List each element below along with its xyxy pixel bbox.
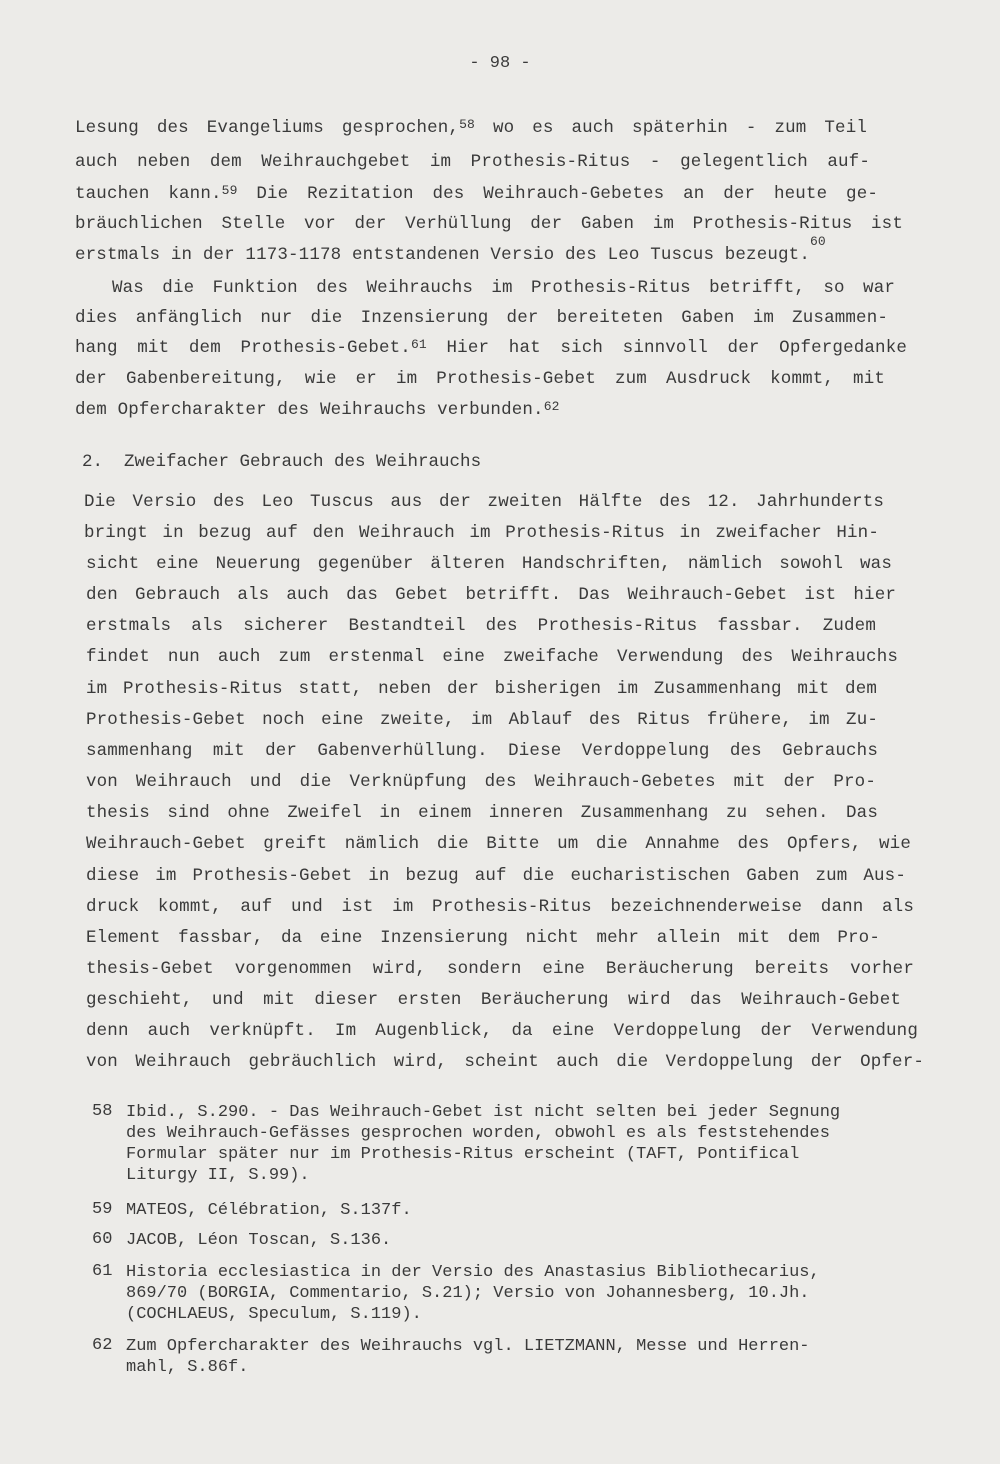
text-line: tauchen kann.$^{59}$ Die Rezitation des Weihrauch-Gebetes an der heute ge- bbox=[75, 183, 878, 204]
text-line: Prothesis-Gebet noch eine zweite, im Ablauf des Ritus frühere, im Zu- bbox=[86, 710, 878, 730]
text-line: dies anfänglich nur die Inzensierung der bereiteten Gaben im Zusammen- bbox=[75, 308, 888, 328]
text-line: erstmals in der 1173-1178 entstandenen Versio des Leo Tuscus bezeugt.$^{60}$ bbox=[75, 234, 826, 265]
footnote-61: 61 Historia ecclesiastica in der Versio des Anastasius Bibliothecarius, 869/70 (BORGIA, Commentario, S.21); Versio von Johannesberg, 10.Jh. (COCHLAEUS, Speculum, S.119). bbox=[92, 1262, 820, 1324]
footnote-59: 59 MATEOS, Célébration, S.137f. bbox=[92, 1200, 412, 1220]
text-line: denn auch verknüpft. Im Augenblick, da eine Verdoppelung der Verwendung bbox=[86, 1021, 918, 1041]
footnote-60: 60 JACOB, Léon Toscan, S.136. bbox=[92, 1230, 392, 1250]
text-line: Element fassbar, da eine Inzensierung nicht mehr allein mit dem Pro- bbox=[86, 928, 880, 948]
text-line: thesis sind ohne Zweifel in einem inneren Zusammenhang zu sehen. Das bbox=[86, 803, 878, 823]
footnote-62: 62 Zum Opfercharakter des Weihrauchs vgl. LIETZMANN, Messe und Herren- mahl, S.86f. bbox=[92, 1336, 810, 1377]
footnote-ref-59: 59 bbox=[221, 183, 238, 198]
text-line: sicht eine Neuerung gegenüber älteren Handschriften, nämlich sowohl was bbox=[86, 554, 892, 574]
text-line: bräuchlichen Stelle vor der Verhüllung der Gaben im Prothesis-Ritus ist bbox=[75, 214, 903, 234]
text-line: von Weihrauch und die Verknüpfung des Weihrauch-Gebetes mit der Pro- bbox=[86, 772, 876, 792]
text-line: sammenhang mit der Gabenverhüllung. Diese Verdoppelung des Gebrauchs bbox=[86, 741, 878, 761]
text-line: der Gabenbereitung, wie er im Prothesis-Gebet zum Ausdruck kommt, mit bbox=[75, 369, 885, 389]
text-line: Lesung des Evangeliums gesprochen,$^{58}$ wo es auch späterhin - zum Teil bbox=[75, 117, 867, 138]
text-line: diese im Prothesis-Gebet in bezug auf die eucharistischen Gaben zum Aus- bbox=[86, 866, 906, 886]
footnote-ref-58: 58 bbox=[459, 117, 475, 132]
text-line: findet nun auch zum erstenmal eine zweifache Verwendung des Weihrauchs bbox=[86, 647, 898, 667]
text-line: Die Versio des Leo Tuscus aus der zweiten Hälfte des 12. Jahrhunderts bbox=[84, 492, 884, 512]
text-line: auch neben dem Weihrauchgebet im Prothesis-Ritus - gelegentlich auf- bbox=[75, 152, 870, 172]
text-line: dem Opfercharakter des Weihrauchs verbunden.$^{62}$ bbox=[75, 399, 560, 420]
text-line: bringt in bezug auf den Weihrauch im Prothesis-Ritus in zweifacher Hin- bbox=[84, 523, 879, 543]
page-number: - 98 - bbox=[469, 54, 531, 73]
text-line: druck kommt, auf und ist im Prothesis-Ritus bezeichnenderweise dann als bbox=[86, 897, 914, 917]
text-line: Was die Funktion des Weihrauchs im Prothesis-Ritus betrifft, so war bbox=[112, 278, 895, 298]
text-line: von Weihrauch gebräuchlich wird, scheint auch die Verdoppelung der Opfer- bbox=[86, 1052, 924, 1072]
text-line: thesis-Gebet vorgenommen wird, sondern eine Beräucherung bereits vorher bbox=[86, 959, 914, 979]
text-line: erstmals als sicherer Bestandteil des Prothesis-Ritus fassbar. Zudem bbox=[86, 616, 876, 636]
text-line: hang mit dem Prothesis-Gebet.$^{61}$ Hier hat sich sinnvoll der Opfergedanke bbox=[75, 337, 907, 358]
footnote-58: 58 Ibid., S.290. - Das Weihrauch-Gebet ist nicht selten bei jeder Segnung des Weihrauch-Gefässes gesprochen worden, obwohl es als feststehendes Formular später nur im Prothesis-Ritus erscheint (TAFT, Pontifical Liturgy II, S.99). bbox=[92, 1102, 841, 1185]
footnote-ref-62: 62 bbox=[543, 399, 560, 414]
section-heading: 2. Zweifacher Gebrauch des Weihrauchs bbox=[82, 452, 482, 472]
text-line: geschieht, und mit dieser ersten Beräucherung wird das Weihrauch-Gebet bbox=[86, 990, 901, 1010]
text-line: im Prothesis-Ritus statt, neben der bisherigen im Zusammenhang mit dem bbox=[86, 679, 877, 699]
text-line: den Gebrauch als auch das Gebet betrifft. Das Weihrauch-Gebet ist hier bbox=[86, 585, 896, 605]
text-line: Weihrauch-Gebet greift nämlich die Bitte um die Annahme des Opfers, wie bbox=[86, 834, 911, 854]
footnote-ref-61: 61 bbox=[410, 337, 427, 352]
footnote-ref-60: 60 bbox=[809, 234, 826, 249]
